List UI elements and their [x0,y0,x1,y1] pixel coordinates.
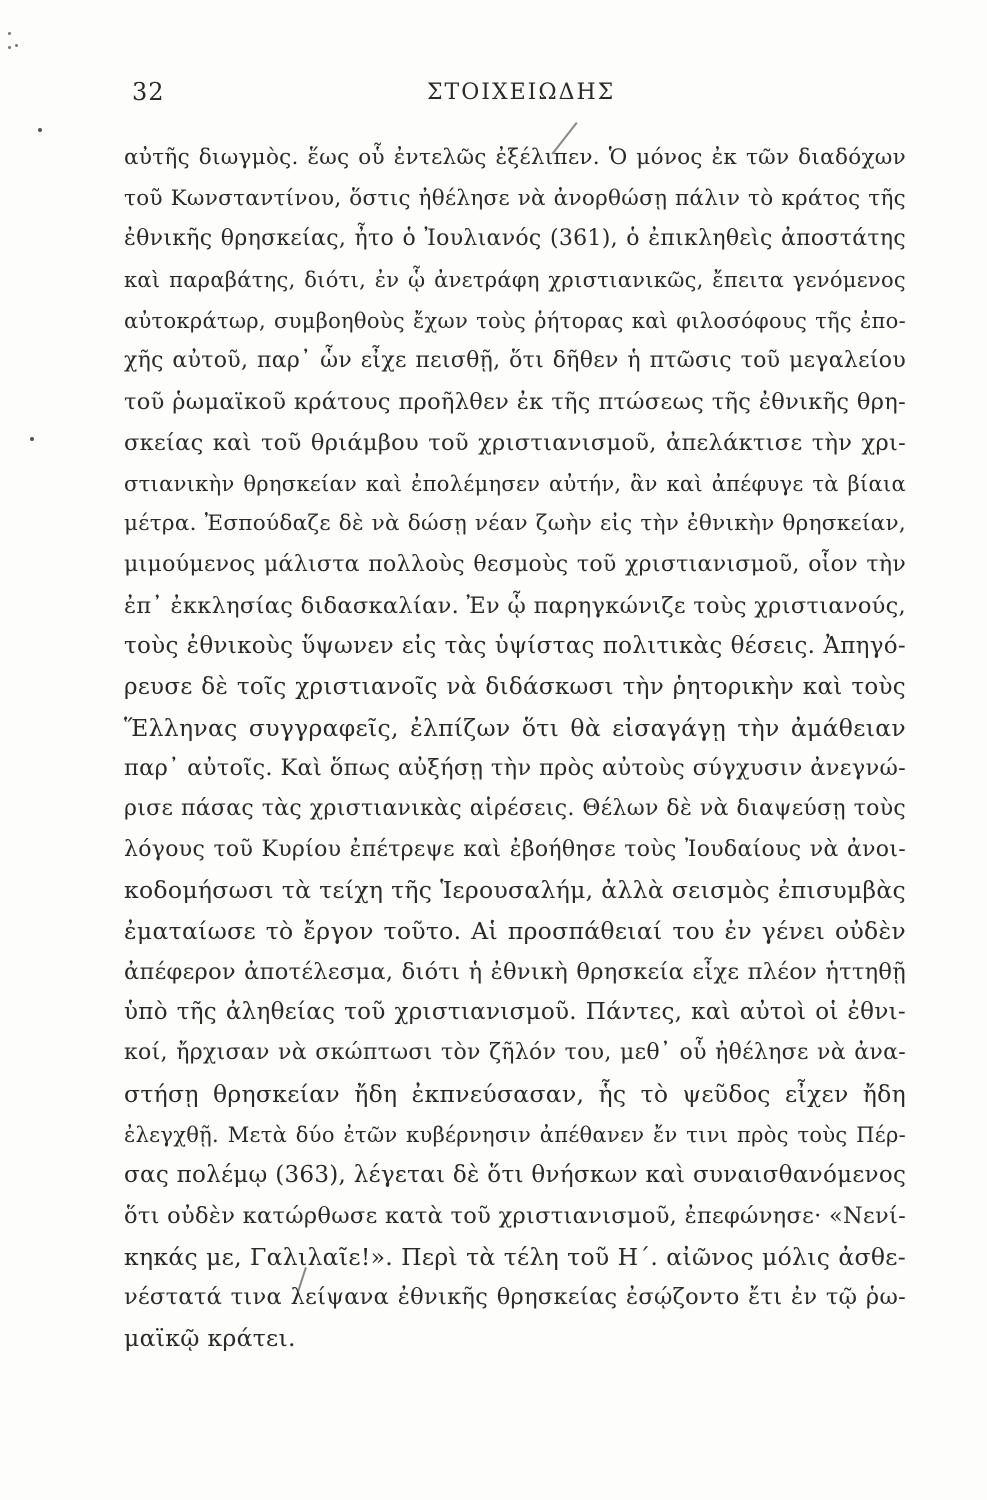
text-line: νέστατά τινα λείψανα ἐθνικῆς θρησκείας ἐσῴζοντο ἔτι ἐν τῷ ῥω- [124,1284,906,1311]
text-line: σας πολέμῳ (363), λέγεται δὲ ὅτι θνήσκων καὶ συναισθανόμενος [124,1162,907,1189]
margin-speck [38,128,42,132]
text-line: τοῦ Κωνσταντίνου, ὅστις ἠθέλησε νὰ ἀνορθώσῃ πάλιν τὸ κράτος τῆς [124,185,906,211]
page-number: 32 [132,78,165,106]
text-line: ὑπὸ τῆς ἀληθείας τοῦ χριστιανισμοῦ. Πάντες, καὶ αὐτοὶ οἱ ἐθνι- [124,999,906,1026]
text-line: Ἕλληνας συγγραφεῖς, ἐλπίζων ὅτι θὰ εἰσαγάγῃ τὴν ἀμάθειαν [124,713,906,742]
text-line: στήσῃ θρησκείαν ἤδη ἐκπνεύσασαν, ἧς τὸ ψεῦδος εἶχεν ἤδη [124,1079,906,1108]
text-line: μέτρα. Ἐσπούδαζε δὲ νὰ δώσῃ νέαν ζωὴν εἰς τὴν ἐθνικὴν θρησκείαν, [124,511,906,537]
text-line: κοδομήσωσι τὰ τείχη τῆς Ἱερουσαλήμ, ἀλλὰ σεισμὸς ἐπισυμβὰς [124,876,906,905]
margin-specks [6,28,20,68]
text-line: ἐπ᾽ ἐκκλησίας διδασκαλίαν. Ἐν ᾧ παρηγκώνιζε τοὺς χριστιανούς, [124,592,906,619]
margin-speck [30,437,34,441]
text-line: χῆς αὐτοῦ, παρ᾽ ὧν εἶχε πεισθῇ, ὅτι δῆθεν ἡ πτῶσις τοῦ μεγαλείου [124,348,906,374]
text-line: ὅτι οὐδὲν κατώρθωσε κατὰ τοῦ χριστιανισμοῦ, ἐπεφώνησε· «Νενί- [124,1202,906,1229]
text-line: ρευσε δὲ τοῖς χριστιανοῖς νὰ διδάσκωσι τὴν ῥητορικὴν καὶ τοὺς [124,673,906,700]
text-line: μαϊκῷ κράτει. [124,1323,296,1352]
text-line: ρισε πάσας τὰς χριστιανικὰς αἱρέσεις. Θέλων δὲ νὰ διαψεύσῃ τοὺς [124,796,906,821]
text-line: τοῦ ῥωμαϊκοῦ κράτους προῆλθεν ἐκ τῆς πτώσεως τῆς ἐθνικῆς θρη- [124,389,906,416]
running-head: ΣΤΟΙΧΕΙΩΔΗΣ [427,80,616,105]
text-line: στιανικὴν θρησκείαν καὶ ἐπολέμησεν αὐτήν, ἂν καὶ ἀπέφυγε τὰ βίαια [124,471,906,496]
text-line: αὐτῆς διωγμὸς. ἕως οὗ ἐντελῶς ἐξέλιπεν. Ὁ μόνος ἐκ τῶν διαδόχων [124,145,906,170]
text-line: λόγους τοῦ Κυρίου ἐπέτρεψε καὶ ἐβοήθησε τοὺς Ἰουδαίους νὰ ἀνοι- [124,836,906,862]
text-line: μιμούμενος μάλιστα πολλοὺς θεσμοὺς τοῦ χριστιανισμοῦ, οἷον τὴν [124,551,906,577]
text-line: κοί, ἤρχισαν νὰ σκώπτωσι τὸν ζῆλόν του, μεθ᾽ οὗ ἠθέλησε νὰ ἀνα- [124,1040,906,1066]
page-header [132,78,912,118]
text-line: ἐματαίωσε τὸ ἔργον τοῦτο. Αἱ προσπάθειαί του ἐν γένει οὐδὲν [124,917,906,946]
text-line: αὐτοκράτωρ, συμβοηθοὺς ἔχων τοὺς ῥήτορας καὶ φιλοσόφους τῆς ἐπο- [124,308,906,333]
text-line: ἀπέφερον ἀποτέλεσμα, διότι ἡ ἐθνικὴ θρησκεία εἶχε πλέον ἡττηθῇ [124,958,906,985]
text-line: παρ᾽ αὐτοῖς. Καὶ ὅπως αὐξήσῃ τὴν πρὸς αὐτοὺς σύγχυσιν ἀνεγνώ- [124,755,906,782]
text-line: τοὺς ἐθνικοὺς ὕψωνεν εἰς τὰς ὑψίστας πολιτικὰς θέσεις. Ἀπηγό- [124,633,906,660]
text-line: ἐθνικῆς θρησκείας, ἦτο ὁ Ἰουλιανός (361), ὁ ἐπικληθεὶς ἀποστάτης [124,226,906,252]
text-line: σκείας καὶ τοῦ θριάμβου τοῦ χριστιανισμοῦ, ἀπελάκτισε τὴν χρι- [124,429,906,456]
text-line: ἐλεγχθῇ. Μετὰ δύο ἐτῶν κυβέρνησιν ἀπέθανεν ἔν τινι πρὸς τοὺς Πέρ- [124,1122,906,1147]
body-text [124,138,906,1359]
text-line: καὶ παραβάτης, διότι, ἐν ᾧ ἀνετράφη χριστιανικῶς, ἔπειτα γενόμενος [124,268,906,293]
text-line: κηκάς με, Γαλιλαῖε!». Περὶ τὰ τέλη τοῦ Η΄. αἰῶνος μόλις ἀσθε- [124,1242,906,1271]
